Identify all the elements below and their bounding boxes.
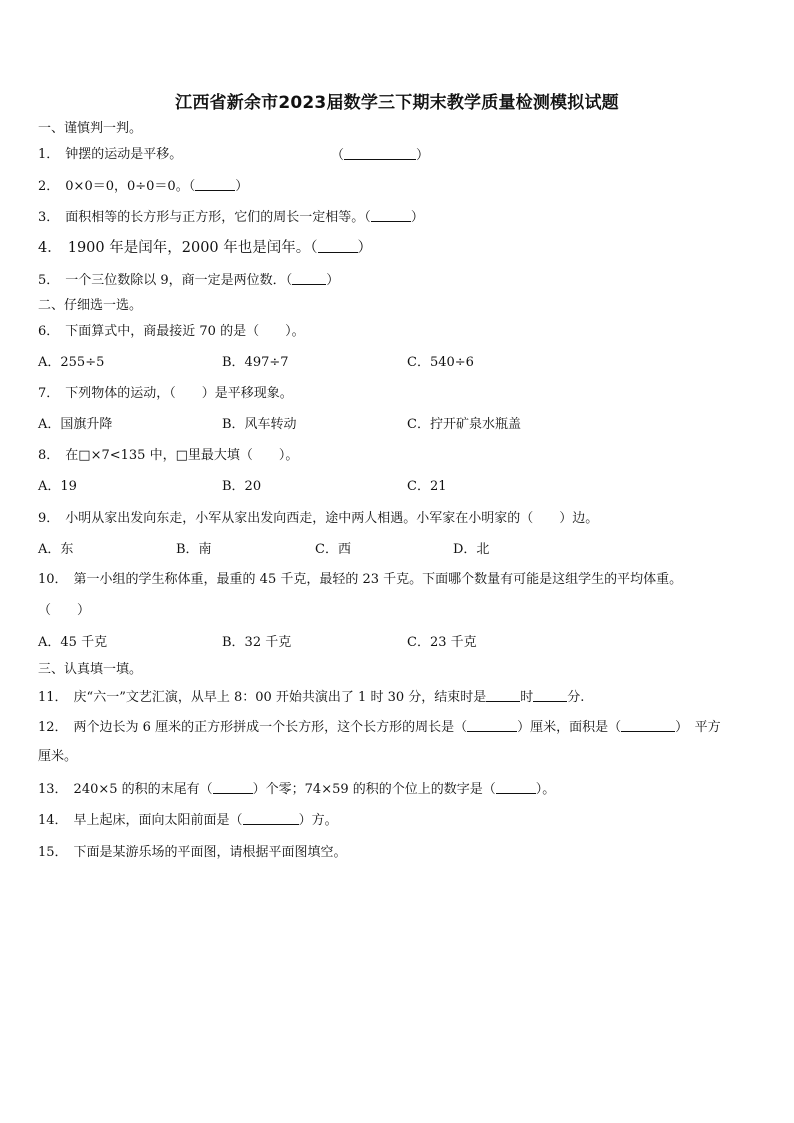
question-13: 13． 240×5 的积的末尾有（ ）个零；74×59 的积的个位上的数字是（ ）。: [38, 782, 556, 797]
question-text: 240×5 的积的末尾有（: [73, 782, 213, 797]
option-b: B．32 千克: [222, 635, 292, 650]
question-12: 12． 两个边长为 6 厘米的正方形拼成一个长方形，这个长方形的周长是（ ）厘米，面积是（ ） 平方: [38, 720, 721, 735]
answer-blank: [486, 689, 520, 702]
question-text: 小明从家出发向东走，小军从家出发向西走，途中两人相遇。小军家在小明家的（ ）边。: [65, 511, 599, 526]
option-c: C．23 千克: [407, 635, 477, 650]
answer-blank: [243, 812, 299, 825]
question-text: 下面是某游乐场的平面图，请根据平面图填空。: [73, 845, 347, 860]
answer-blank: [467, 719, 517, 732]
question-number: 3．: [38, 210, 60, 225]
answer-blank: [213, 781, 253, 794]
question-text: 下面算式中，商最接近 70 的是（ ）。: [65, 324, 305, 339]
question-10-paren: （ ）: [38, 603, 91, 618]
question-text: 一个三位数除以 9，商一定是两位数．: [65, 273, 286, 288]
question-4: 4． 1900 年是闰年，2000 年也是闰年。（ ）: [38, 240, 373, 256]
question-number: 11．: [38, 690, 68, 705]
question-number: 1．: [38, 147, 60, 162]
answer-blank: [371, 209, 411, 222]
question-number: 14．: [38, 813, 68, 828]
question-11: 11． 庆“六一”文艺汇演，从早上 8：00 开始共演出了 1 时 30 分，结束时是 时 分.: [38, 690, 585, 705]
question-5: 5． 一个三位数除以 9，商一定是两位数．（ ）: [38, 273, 340, 288]
question-number: 4．: [38, 240, 62, 256]
question-text: 在□×7<135 中，□里最大填（ ）。: [65, 448, 299, 463]
question-text: 面积相等的长方形与正方形，它们的周长一定相等。: [65, 210, 365, 225]
option-c: C．拧开矿泉水瓶盖: [407, 417, 521, 432]
answer-blank: [621, 719, 675, 732]
question-number: 5．: [38, 273, 60, 288]
question-12-cont: 厘米。: [38, 749, 78, 764]
section-heading-1: 一、谨慎判一判。: [38, 121, 143, 136]
question-text: 钟摆的运动是平移。: [65, 147, 183, 162]
question-number: 13．: [38, 782, 68, 797]
question-number: 9．: [38, 511, 60, 526]
question-number: 15．: [38, 845, 68, 860]
answer-blank: [292, 272, 326, 285]
question-9: [38, 511, 598, 527]
section-heading-2: 二、仔细选一选。: [38, 298, 143, 313]
question-text: 下列物体的运动，（ ）是平移现象。: [65, 386, 293, 401]
question-number: 10．: [38, 572, 68, 587]
page-title: 江西省新余市2023届数学三下期末教学质量检测模拟试题: [175, 93, 619, 113]
option-d: D．北: [453, 542, 490, 557]
question-8: [38, 448, 298, 464]
option-a: A．东: [38, 542, 74, 557]
question-14: 14． 早上起床，面向太阳前面是（ ）方。: [38, 813, 338, 828]
option-a: A．国旗升降: [38, 417, 113, 432]
question-text: 庆“六一”文艺汇演，从早上 8：00 开始共演出了 1 时 30 分，结束时是: [73, 690, 487, 705]
question-number: 7．: [38, 386, 60, 401]
option-c: C．540÷6: [407, 355, 474, 370]
answer-blank: [195, 178, 235, 191]
option-b: B．497÷7: [222, 355, 289, 370]
question-6: [38, 324, 305, 340]
answer-blank: [533, 689, 567, 702]
question-text: 第一小组的学生称体重，最重的 45 千克，最轻的 23 千克。下面哪个数量有可能是这组学生的平均体重。: [73, 572, 683, 587]
question-15: [38, 845, 347, 861]
question-2: 2． 0×0＝0，0÷0＝0。（ ）: [38, 179, 249, 194]
question-text: 1900 年是闰年，2000 年也是闰年。: [67, 240, 311, 256]
question-10: [38, 572, 682, 588]
option-a: A．45 千克: [38, 635, 108, 650]
question-1: [38, 147, 182, 163]
question-number: 8．: [38, 448, 60, 463]
question-7: [38, 386, 293, 402]
section-heading-3: 三、认真填一填。: [38, 662, 143, 677]
question-3: 3． 面积相等的长方形与正方形，它们的周长一定相等。（ ）: [38, 210, 424, 225]
answer-blank-1: （ ）: [331, 148, 430, 163]
option-a: A．255÷5: [38, 355, 105, 370]
question-number: 6．: [38, 324, 60, 339]
option-c: C．21: [407, 479, 447, 494]
option-b: B．20: [222, 479, 262, 494]
question-text: 早上起床，面向太阳前面是（: [73, 813, 243, 828]
question-number: 12．: [38, 720, 68, 735]
answer-blank: [318, 240, 358, 253]
question-text: 两个边长为 6 厘米的正方形拼成一个长方形，这个长方形的周长是（: [73, 720, 468, 735]
question-number: 2．: [38, 179, 60, 194]
option-b: B．南: [176, 542, 212, 557]
option-a: A．19: [38, 479, 77, 494]
option-c: C．西: [315, 542, 351, 557]
answer-blank: [496, 781, 536, 794]
option-b: B．风车转动: [222, 417, 297, 432]
question-text: 0×0＝0，0÷0＝0。: [65, 179, 189, 194]
